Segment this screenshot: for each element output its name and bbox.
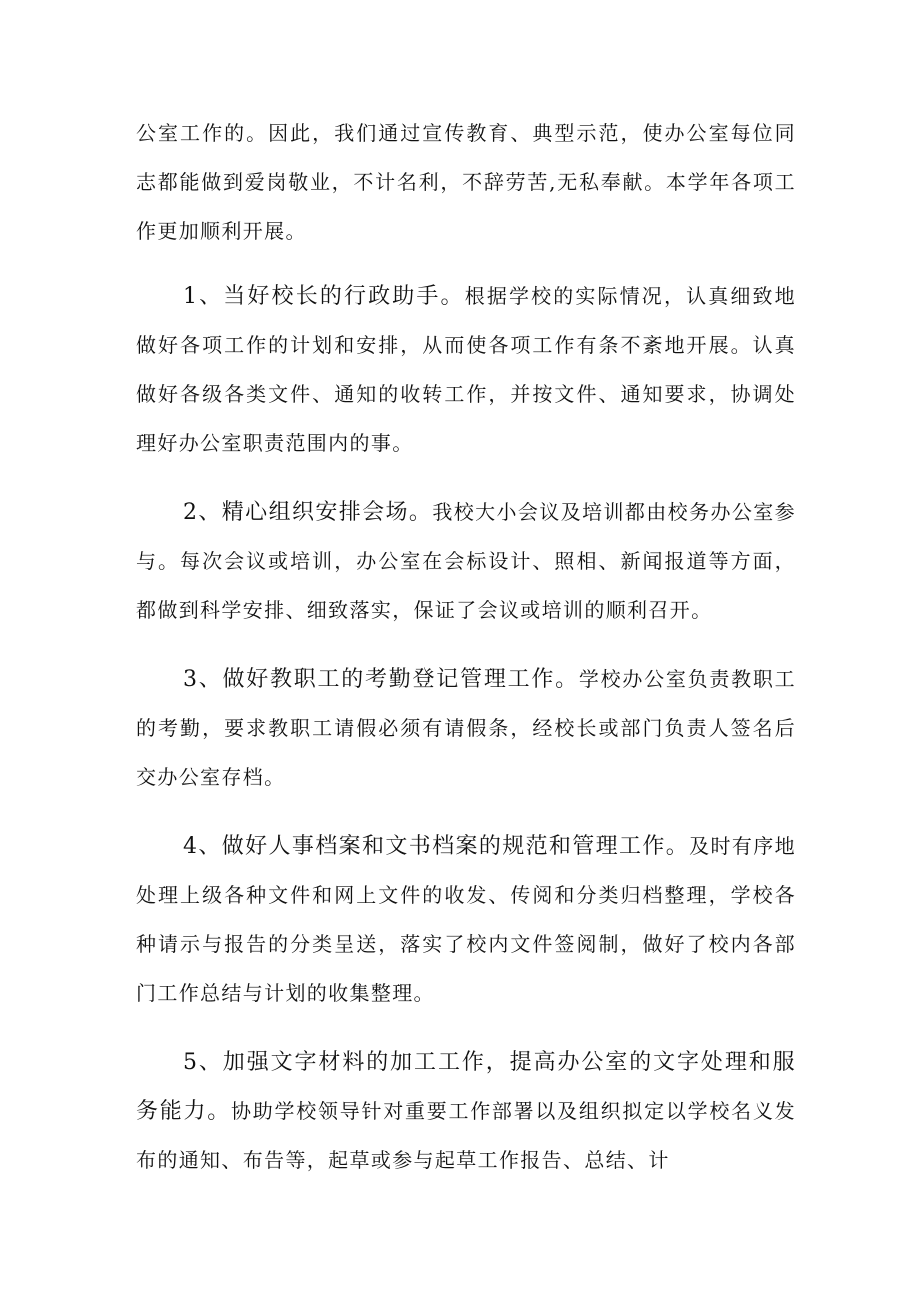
section-5-paragraph: [136, 1038, 796, 1185]
section-1-body: 根据学校的实际情况，认真细致地做好各项工作的计划和安排，从而使各项工作有条不紊地开展。认真做好各级各类文件、通知的收转工作，并按文件、通知要求，协调处理好办公室职责范围内的事。: [136, 284, 797, 455]
section-2-body: 我校大小会议及培训都由校务办公室参与。每次会议或培训，办公室在会标设计、照相、新闻报道等方面，都做到科学安排、细致落实，保证了会议或培训的顺利召开。: [136, 500, 796, 622]
intro-paragraph: 公室工作的。因此，我们通过宣传教育、典型示范，使办公室每位同志都能做到爱岗敬业，不计名利，不辞劳苦,无私奉献。本学年各项工作更加顺利开展。: [136, 121, 796, 243]
section-2-heading: 2、精心组织安排会场。: [183, 500, 433, 525]
section-5-heading: 5、加强文字材料的加工工作，提高办公室的文字处理和服务能力。: [136, 1050, 796, 1124]
section-1-heading: 1、当好校长的行政助手。: [183, 284, 465, 309]
section-4-body: 及时有序地处理上级各种文件和网上文件的收发、传阅和分类归档整理，学校各种请示与报告的分类呈送，落实了校内文件签阅制，做好了校内各部门工作总结与计划的收集整理。: [136, 834, 797, 1005]
section-5-body: 协助学校领导针对重要工作部署以及组织拟定以学校名义发布的通知、布告等，起草或参与起草工作报告、总结、计: [136, 1099, 796, 1172]
section-3-body: 学校办公室负责教职工的考勤，要求教职工请假必须有请假条，经校长或部门负责人签名后交办公室存档。: [136, 667, 797, 789]
section-2-paragraph: [136, 488, 796, 635]
section-1-paragraph: [136, 272, 796, 468]
section-4-heading: 4、做好人事档案和文书档案的规范和管理工作。: [183, 834, 690, 859]
section-4-paragraph: [136, 822, 796, 1018]
document-page: [136, 109, 796, 1205]
section-3-heading: 3、做好教职工的考勤登记管理工作。: [183, 667, 579, 692]
section-3-paragraph: [136, 655, 796, 802]
